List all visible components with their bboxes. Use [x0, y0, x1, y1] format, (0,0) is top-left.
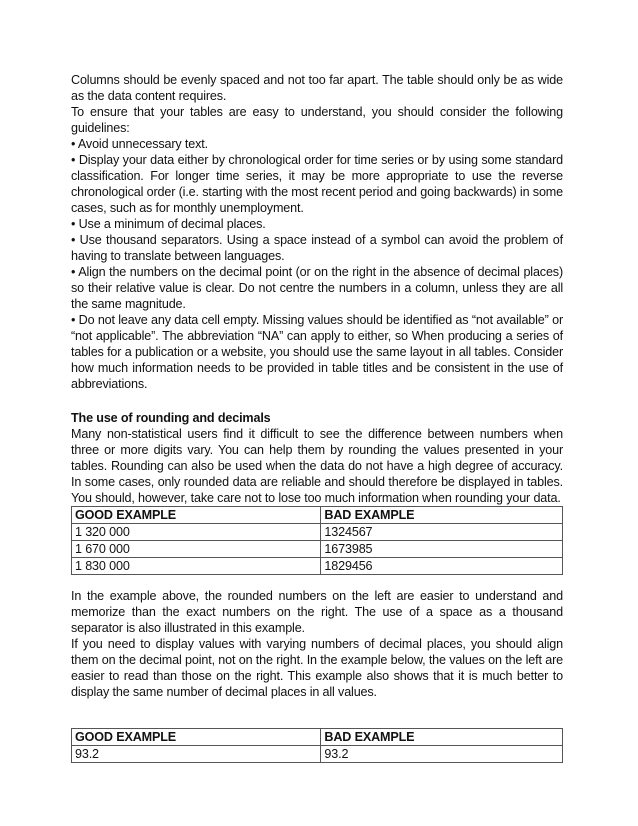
bullet-avoid-text: • Avoid unnecessary text. — [71, 137, 208, 151]
bullet-thousand-separators: • Use thousand separators. Using a space instead of a symbol can avoid the problem of having to translate between languages. — [71, 233, 563, 263]
decimal-example-table — [71, 728, 563, 763]
bullet-decimal-places: • Use a minimum of decimal places. — [71, 217, 266, 231]
table-row — [72, 524, 563, 541]
bad-value-cell: 1324567 — [321, 524, 563, 541]
rounded-numbers-paragraph: In the example above, the rounded numbers on the left are easier to understand and memorize than the exact numbers on the right. The use of a space as a thousand separator is also illustrated in this example. — [71, 589, 563, 635]
intro-paragraph-columns: Columns should be evenly spaced and not too far apart. The table should only be as wide as the data content requires. — [71, 73, 563, 103]
decimal-alignment-paragraph: If you need to display values with varying numbers of decimal places, you should align them on the decimal point, not on the right. In the example below, the values on the left are easier to read than those on the right. This example also shows that it is much better to display the same number of decimal places in all values. — [71, 637, 563, 699]
rounding-paragraph: Many non-statistical users find it difficult to see the difference between numbers when three or more digits vary. You can help them by rounding the values presented in your tables. Rounding can also be used when the data do not have a high degree of accuracy. In some cases, only rounded data are reliable and should therefore be displayed in tables. You should, however, take care not to lose too much information when rounding your data. — [71, 427, 563, 505]
table-row — [72, 746, 563, 763]
table-header-row — [72, 729, 563, 746]
bullet-empty-cells: • Do not leave any data cell empty. Missing values should be identified as “not available” or “not applicable”. The abbreviation “NA” can apply to either, so When producing a series of tables for a publication or a website, you should use the same layout in all tables. Consider how much information needs to be provided in table titles and be consistent in the use of abbreviations. — [71, 313, 563, 391]
header-bad-example: BAD EXAMPLE — [321, 507, 563, 524]
section-heading-rounding: The use of rounding and decimals — [71, 411, 271, 425]
spacer — [71, 575, 563, 588]
good-value-cell: 93.2 — [72, 746, 321, 763]
bullet-chronological-order: • Display your data either by chronological order for time series or by using some standard classification. For longer time series, it may be more appropriate to use the reverse chronological order (i.e. starting with the most recent period and going backwards) in some cases, such as for monthly unemployment. — [71, 153, 563, 215]
bad-value-cell: 93.2 — [321, 746, 563, 763]
header-good-example: GOOD EXAMPLE — [72, 729, 321, 746]
document-page — [71, 72, 563, 763]
table-row — [72, 541, 563, 558]
intro-paragraph-guidelines: To ensure that your tables are easy to understand, you should consider the following guidelines: — [71, 105, 563, 135]
spacer — [71, 700, 563, 728]
table-header-row — [72, 507, 563, 524]
rounding-example-table — [71, 506, 563, 575]
bullet-align-numbers: • Align the numbers on the decimal point (or on the right in the absence of decimal places) so their relative value is clear. Do not centre the numbers in a column, unless they are all the same magnitude. — [71, 265, 563, 311]
bad-value-cell: 1673985 — [321, 541, 563, 558]
table-row — [72, 558, 563, 575]
good-value-cell: 1 320 000 — [72, 524, 321, 541]
good-value-cell: 1 830 000 — [72, 558, 321, 575]
header-bad-example: BAD EXAMPLE — [321, 729, 563, 746]
header-good-example: GOOD EXAMPLE — [72, 507, 321, 524]
good-value-cell: 1 670 000 — [72, 541, 321, 558]
bad-value-cell: 1829456 — [321, 558, 563, 575]
